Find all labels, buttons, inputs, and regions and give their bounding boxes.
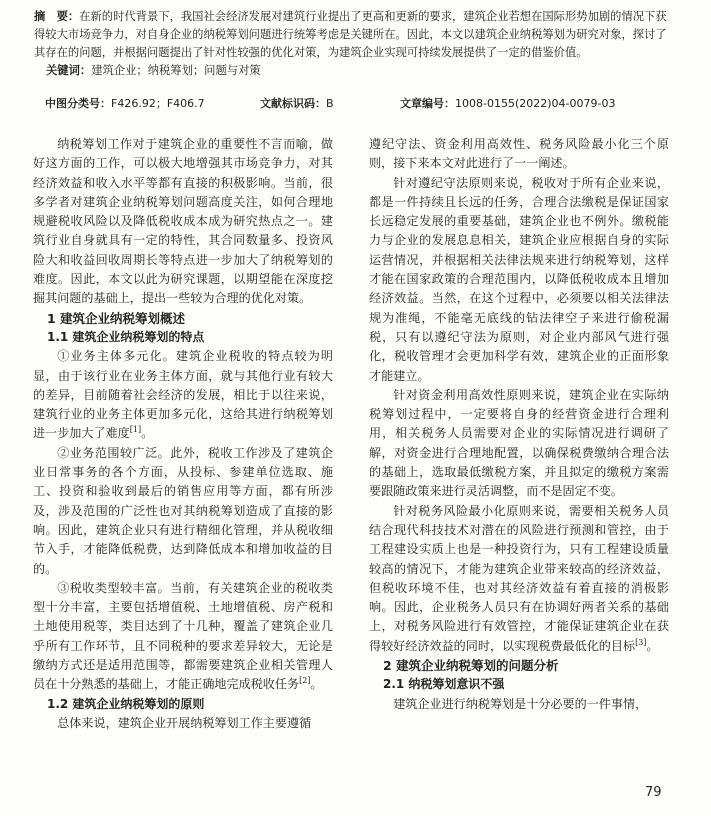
article-number-field <box>400 95 615 111</box>
right-column <box>369 135 669 714</box>
feature-1-text: ①业务主体多元化。建筑企业税收的特点较为明显，由于该行业在业务主体方面，就与其他行业有较大的差异，目前随着社会经济的发展，相比于以往来说，建筑行业的业务主体更加多元化，这给其进行纳税筹划进一步加大了难度 <box>33 349 333 441</box>
clc-label: 中图分类号： <box>45 97 111 110</box>
abstract-text: 在新的时代背景下，我国社会经济发展对建筑行业提出了更高和更新的要求，建筑企业若想在国际形势加剧的情况下获得较大市场竞争力，对自身企业的纳税筹划问题进行统筹考虑是关键所在。因此，本文以建筑企业纳税筹划为研究对象，探讨了其存在的问题，并根据问题提出了针对性较强的优化对策，为建筑企业实现可持续发展提供了一定的借鉴价值。 <box>34 10 667 59</box>
doc-code-field <box>260 95 334 111</box>
principles-continued-paragraph: 遵纪守法、资金利用高效性、税务风险最小化三个原则，接下来本文对此进行了一一阐述。 <box>369 137 669 171</box>
citation-2: [2] <box>299 676 311 686</box>
article-number-value: 1008-0155(2022)04-0079-03 <box>455 97 616 110</box>
awareness-paragraph: 建筑企业进行纳税筹划是十分必要的一件事情， <box>393 696 648 711</box>
section-2-1-heading: 2.1 纳税筹划意识不强 <box>383 677 505 692</box>
keywords-line <box>46 62 676 80</box>
principles-intro-paragraph: 总体来说，建筑企业开展纳税筹划工作主要遵循 <box>57 715 312 730</box>
classification-line <box>45 95 680 111</box>
feature-1-paragraph <box>33 347 333 443</box>
feature-2-paragraph: ②业务范围较广泛。此外，税收工作涉及了建筑企业日常事务的各个方面，从投标、参建单位选取、施工、投资和验收到最后的销售应用等方面，都有所涉及，涉及范围的广泛性也对其纳税筹划造成了直接的影响。因此，建筑企业只有进行精细化管理，并从税收细节入手，才能降低税费，达到降低成本和增加收益的目的。 <box>33 445 333 576</box>
law-principle-paragraph: 针对遵纪守法原则来说，税收对于所有企业来说，都是一件持续且长远的任务，合理合法缴税是保证国家长远稳定发展的重要基础，建筑企业也不例外。缴税能力与企业的发展息息相关，建筑企业应根据自身的实际运营情况，并根据相关法律法规来进行纳税筹划，这样才能在国家政策的合理范围内，以降低税收成本且增加经济效益。当然，在这个过程中，必须要以相关法律法规为准绳，不能毫无底线的钻法律空子来进行偷税漏税，只有以遵纪守法为原则，对企业内部风气进行强化，税收管理才会更加科学有效，建筑企业的正面形象才能建立。 <box>369 175 669 383</box>
page-number: 79 <box>645 785 662 800</box>
article-number-label: 文章编号： <box>400 97 455 110</box>
section-1-1-heading: 1.1 建筑企业纳税筹划的特点 <box>47 329 205 344</box>
feature-3-end: 。 <box>310 677 323 692</box>
abstract-block <box>34 8 676 80</box>
intro-paragraph: 纳税筹划工作对于建筑企业的重要性不言而喻，做好这方面的工作，可以极大地增强其市场竞争力，对其经济效益和收入水平等都有直接的积极影响。当前，很多学者对建筑企业纳税筹划问题高度关注，如何合理地规避税收风险以及降低税收成本成为研究热点之一。建筑行业自身就具有一定的特性，其合同数量多、投资风险大和收益回收周期长等特点进一步加大了纳税筹划的难度。因此，本文以此为研究课题，以期望能在深度挖掘其问题的基础上，提出一些较为合理的优化对策。 <box>33 137 333 306</box>
clc-value: F426.92；F406.7 <box>111 97 205 110</box>
section-2-heading: 2 建筑企业纳税筹划的问题分析 <box>383 658 559 674</box>
feature-3-paragraph <box>33 579 333 695</box>
feature-3-text: ③税收类型较丰富。当前，有关建筑企业的税收类型十分丰富，主要包括增值税、土地增值税、房产税和土地使用税等，类目达到了十几种，覆盖了建筑企业几乎所有工作环节，且不同税种的要求差异较大，无论是缴纳方式还是适用范围等，都需要建筑企业相关管理人员在十分熟悉的基础上，才能正确地完成税收任务 <box>33 580 333 692</box>
risk-principle-end: 。 <box>646 638 659 653</box>
citation-3: [3] <box>635 637 647 647</box>
doc-code-value: B <box>326 97 334 110</box>
left-column <box>33 135 333 733</box>
capital-principle-paragraph: 针对资金利用高效性原则来说，建筑企业在实际纳税筹划过程中，一定要将自身的经营资金进行合理利用，相关税务人员需要对企业的实际情况进行调研了解，对资金进行合理地配置，以确保税费缴纳合理合法的基础上，选取最低缴税方案，并且拟定的缴税方案需要跟随政策来进行灵活调整，而不是固定不变。 <box>369 387 669 499</box>
risk-principle-text: 针对税务风险最小化原则来说，需要相关税务人员结合现代科技技术对潜在的风险进行预测和管控，由于工程建设实质上也是一种投资行为，只有工程建设质量较高的情况下，才能为建筑企业带来较高的经济效益，但税收环境不佳，也对其经济效益有着直接的消极影响。因此，企业税务人员只有在协调好两者关系的基础上，对税务风险进行有效管控，才能保证建筑企业在获得较好经济效益的同时，以实现税费最低化的目标 <box>369 503 669 653</box>
risk-principle-paragraph <box>369 502 669 656</box>
clc-field <box>45 95 205 111</box>
keywords-text: 建筑企业；纳税筹划；问题与对策 <box>91 64 261 77</box>
section-1-2-heading: 1.2 建筑企业纳税筹划的原则 <box>47 696 205 711</box>
keywords-label: 关键词： <box>46 64 92 77</box>
doc-code-label: 文献标识码： <box>260 97 326 110</box>
abstract-paragraph <box>34 8 676 62</box>
abstract-label: 摘 要： <box>34 10 80 23</box>
section-1-heading: 1 建筑企业纳税筹划概述 <box>47 310 186 326</box>
feature-1-end: 。 <box>141 426 154 441</box>
citation-1: [1] <box>129 425 142 435</box>
